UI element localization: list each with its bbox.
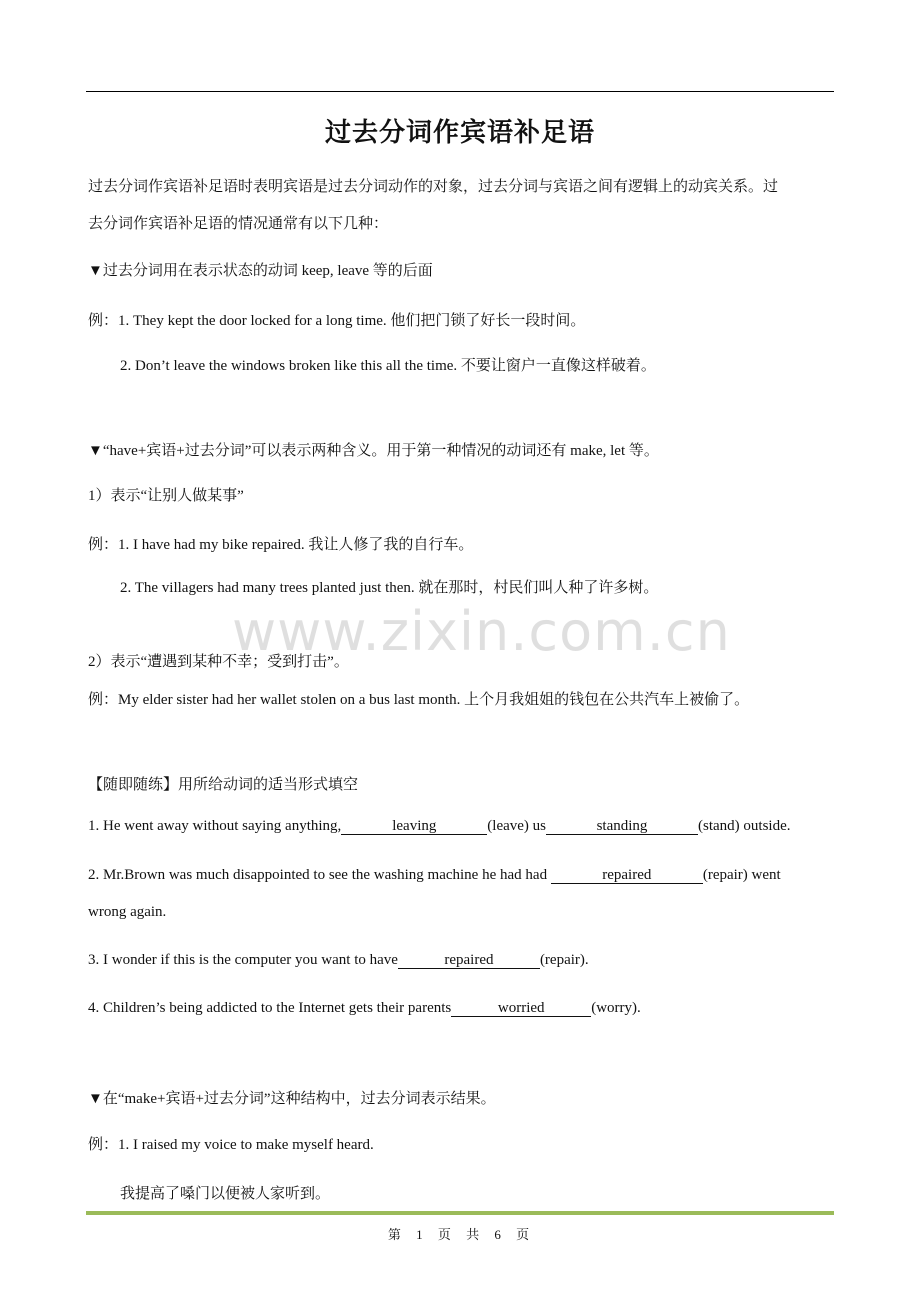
q1-text-post: (stand) outside.	[698, 818, 791, 834]
example-have-bike: 例：1. I have had my bike repaired. 我让人修了我的自行车。	[88, 537, 474, 553]
q4-text-pre: 4. Children’s being addicted to the Internet gets their parents	[88, 1000, 452, 1016]
example-make-translation: 我提高了嗓门以便被人家听到。	[120, 1186, 331, 1202]
q2-text-post: (repair) went	[702, 867, 781, 883]
section-heading-have: ▼“have+宾语+过去分词”可以表示两种含义。用于第一种情况的动词还有 make, let 等。	[88, 443, 659, 459]
header-rule	[86, 91, 834, 92]
q3-blank-answer: repaired	[398, 952, 540, 969]
example-have-wallet: 例：My elder sister had her wallet stolen on a bus last month. 上个月我姐姐的钱包在公共汽车上被偷了。	[88, 692, 750, 708]
subheading-have-meaning-2: 2）表示“遭遇到某种不幸；受到打击”。	[88, 654, 349, 670]
q4-blank-answer: worried	[451, 1000, 591, 1017]
q1-blank-1-answer: leaving	[341, 818, 487, 835]
intro-line-1: 过去分词作宾语补足语时表明宾语是过去分词动作的对象，过去分词与宾语之间有逻辑上的动宾关系。过	[88, 179, 779, 195]
watermark: www.zixin.com.cn	[232, 600, 731, 663]
practice-question-2-continued: wrong again.	[88, 904, 167, 920]
q2-blank-answer: repaired	[551, 867, 703, 884]
q3-text-pre: 3. I wonder if this is the computer you want to have	[88, 952, 398, 968]
subheading-have-meaning-1: 1）表示“让别人做某事”	[88, 488, 244, 504]
example-keep: 例：1. They kept the door locked for a long time. 他们把门锁了好长一段时间。	[88, 313, 586, 329]
q1-text-pre: 1. He went away without saying anything,	[88, 818, 342, 834]
q2-text-pre: 2. Mr.Brown was much disappointed to see the washing machine he had had	[88, 867, 551, 883]
intro-line-2: 去分词作宾语补足语的情况通常有以下几种：	[88, 216, 389, 232]
section-heading-make: ▼在“make+宾语+过去分词”这种结构中，过去分词表示结果。	[88, 1091, 496, 1107]
q1-text-mid: (leave) us	[487, 818, 547, 834]
q1-blank-2-answer: standing	[546, 818, 698, 835]
practice-question-2	[88, 867, 781, 884]
example-have-trees: 2. The villagers had many trees planted just then. 就在那时，村民们叫人种了许多树。	[120, 580, 659, 596]
practice-question-4	[88, 1000, 641, 1017]
footer-rule	[86, 1211, 834, 1215]
example-leave: 2. Don’t leave the windows broken like this all the time. 不要让窗户一直像这样破着。	[120, 358, 656, 374]
section-heading-keep-leave: ▼过去分词用在表示状态的动词 keep, leave 等的后面	[88, 263, 433, 279]
page-number: 第 1 页 共 6 页	[387, 1227, 533, 1242]
page-title: 过去分词作宾语补足语	[324, 118, 595, 148]
q4-text-post: (worry).	[591, 1000, 641, 1016]
practice-heading: 【随即随练】用所给动词的适当形式填空	[88, 777, 359, 793]
practice-question-3	[88, 952, 589, 969]
example-make: 例：1. I raised my voice to make myself heard.	[88, 1137, 374, 1153]
practice-question-1	[88, 818, 791, 835]
q3-text-post: (repair).	[539, 952, 589, 968]
